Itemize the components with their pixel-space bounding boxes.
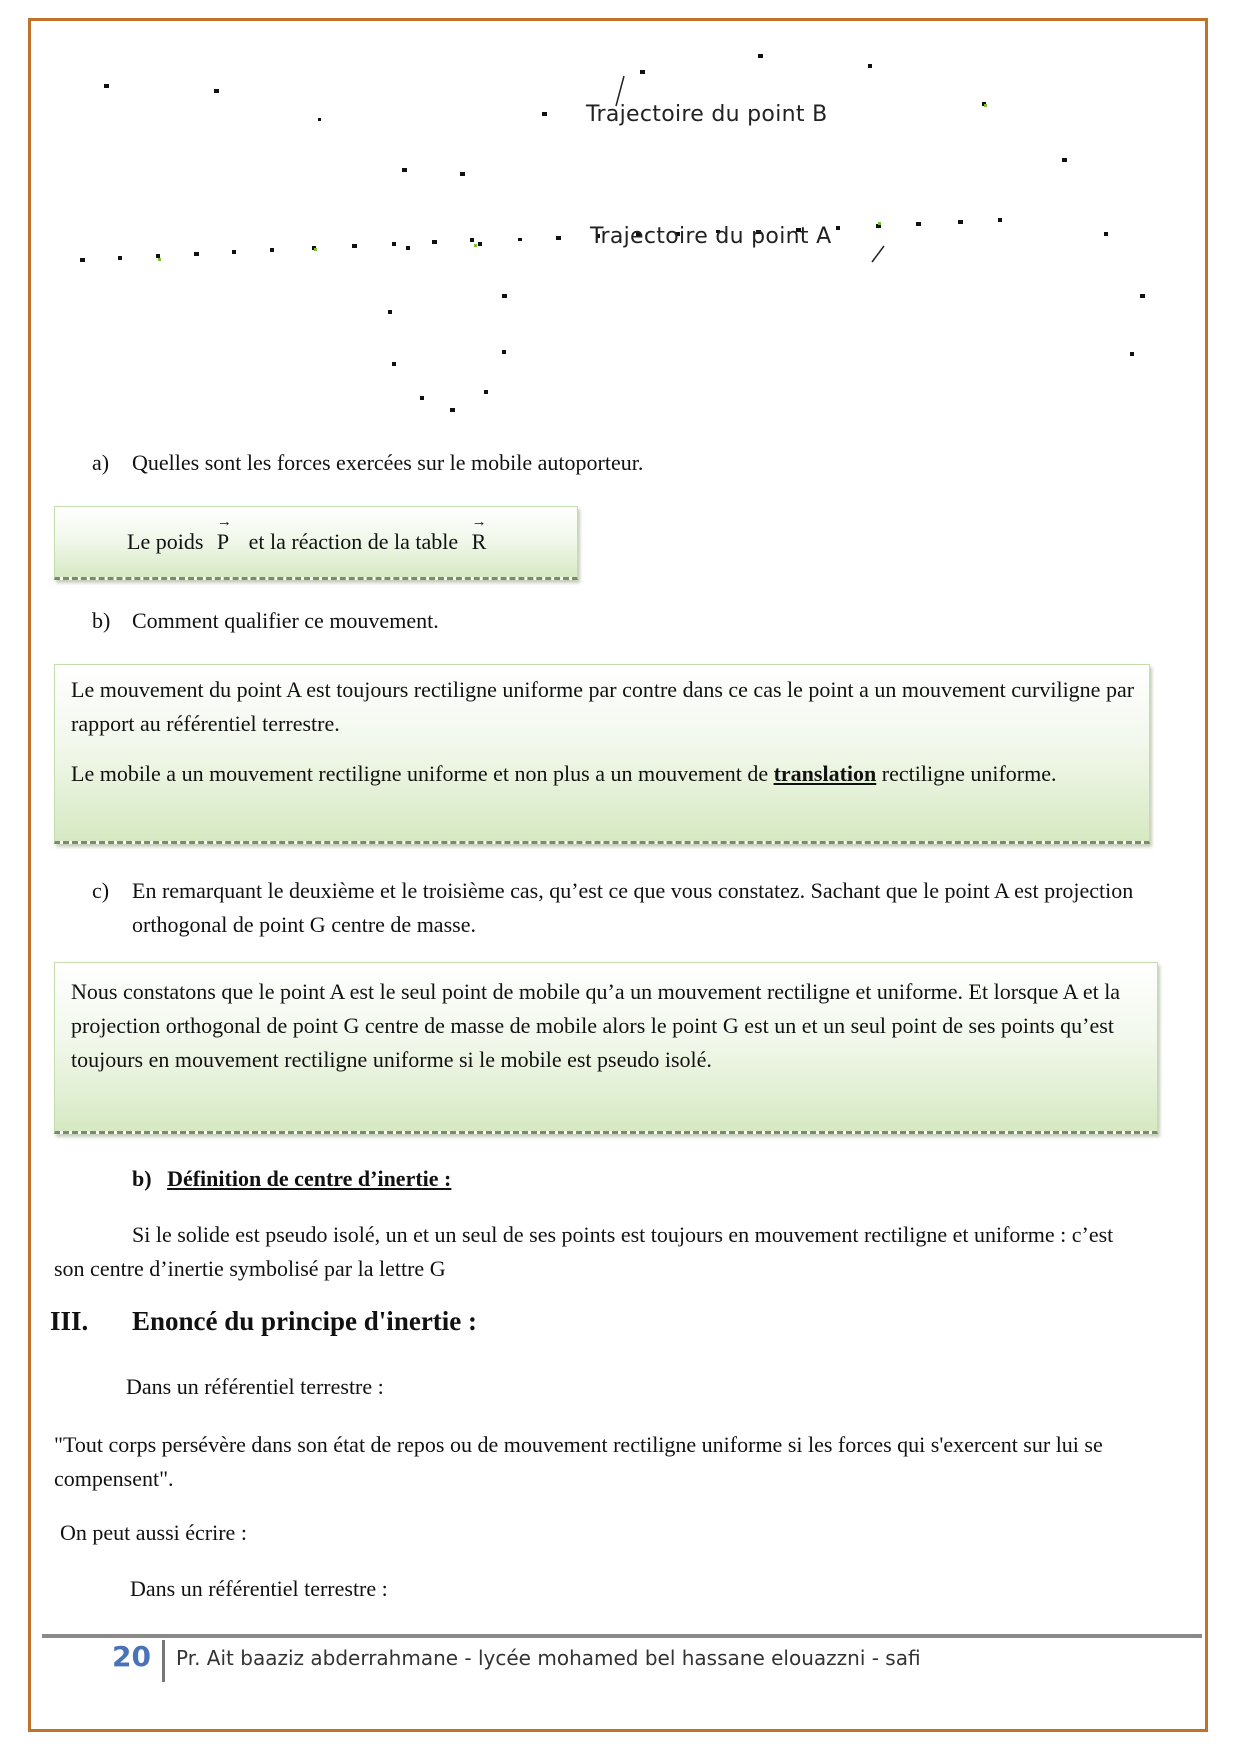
- section-title: Enoncé du principe d'inertie :: [132, 1306, 478, 1336]
- question-c: [92, 874, 1172, 942]
- question-c-letter: c): [92, 878, 110, 903]
- definition-heading: [132, 1162, 451, 1196]
- question-a-letter: a): [92, 450, 110, 475]
- vector-p: → P: [217, 525, 229, 559]
- question-a-text: Quelles sont les forces exercées sur le mobile autoporteur.: [132, 450, 644, 475]
- section-number: III.: [50, 1306, 89, 1336]
- definition-title: Définition de centre d’inertie :: [167, 1166, 452, 1191]
- definition-text: Si le solide est pseudo isolé, un et un seul de ses points est toujours en mouvement rectiligne et uniforme : c’est son centre d’inertie symbolisé par la lettre G: [54, 1222, 1114, 1281]
- answer-b-p2-bold: translation: [773, 761, 877, 786]
- vector-r: → R: [472, 525, 487, 559]
- footer-author: Pr. Ait baaziz abderrahmane - lycée mohamed bel hassane elouazzni - safi: [176, 1646, 921, 1670]
- answer-b-box: [54, 664, 1150, 844]
- trajectory-figure: [60, 40, 1180, 420]
- page-number: 20: [112, 1640, 151, 1673]
- question-b-letter: b): [92, 608, 111, 633]
- question-a: [92, 446, 1152, 480]
- question-c-text: En remarquant le deuxième et le troisième cas, qu’est ce que vous constatez. Sachant que le point A est projection orthogonal de point G centre de masse.: [132, 878, 1134, 937]
- footer-separator: [162, 1640, 165, 1682]
- answer-a-part1: Le poids: [127, 529, 204, 554]
- answer-b-p2-start: Le mobile a un mouvement rectiligne uniforme et non plus a un mouvement de: [71, 761, 769, 786]
- answer-a-part2: et la réaction de la table: [248, 529, 459, 554]
- answer-b-p2-end: rectiligne uniforme.: [881, 761, 1057, 786]
- principle-line-1: Dans un référentiel terrestre :: [126, 1374, 384, 1399]
- footer-rule: [42, 1634, 1202, 1638]
- principle-line-2: On peut aussi écrire :: [60, 1520, 247, 1545]
- trajectory-green-marks: [158, 104, 987, 261]
- principle-line-3: Dans un référentiel terrestre :: [130, 1576, 388, 1601]
- principle-quote: "Tout corps persévère dans son état de repos ou de mouvement rectiligne uniforme si les forces qui s'exercent sur lui se compensent".: [54, 1432, 1103, 1491]
- answer-c-box: [54, 962, 1158, 1134]
- answer-a-box: [54, 506, 578, 580]
- answer-b-paragraph-2: [71, 757, 1135, 791]
- pointer-a: [872, 246, 884, 262]
- answer-b-paragraph-1: Le mouvement du point A est toujours rectiligne uniforme par contre dans ce cas le point a un mouvement curviligne par rapport au référentiel terrestre.: [71, 677, 1135, 736]
- question-b-text: Comment qualifier ce mouvement.: [132, 608, 439, 633]
- label-trajectory-a: Trajectoire du point A: [590, 224, 832, 249]
- question-b: [92, 604, 1152, 638]
- label-trajectory-b: Trajectoire du point B: [586, 102, 828, 127]
- definition-letter: b): [132, 1166, 152, 1191]
- answer-c-text: Nous constatons que le point A est le seul point de mobile qu’a un mouvement rectiligne et uniforme. Et lorsque A et la projection orthogonal de point G centre de masse de mobile alors le point G est un et un seul point de ses points qu’est toujours en mouvement rectiligne uniforme si le mobile est pseudo isolé.: [71, 979, 1121, 1072]
